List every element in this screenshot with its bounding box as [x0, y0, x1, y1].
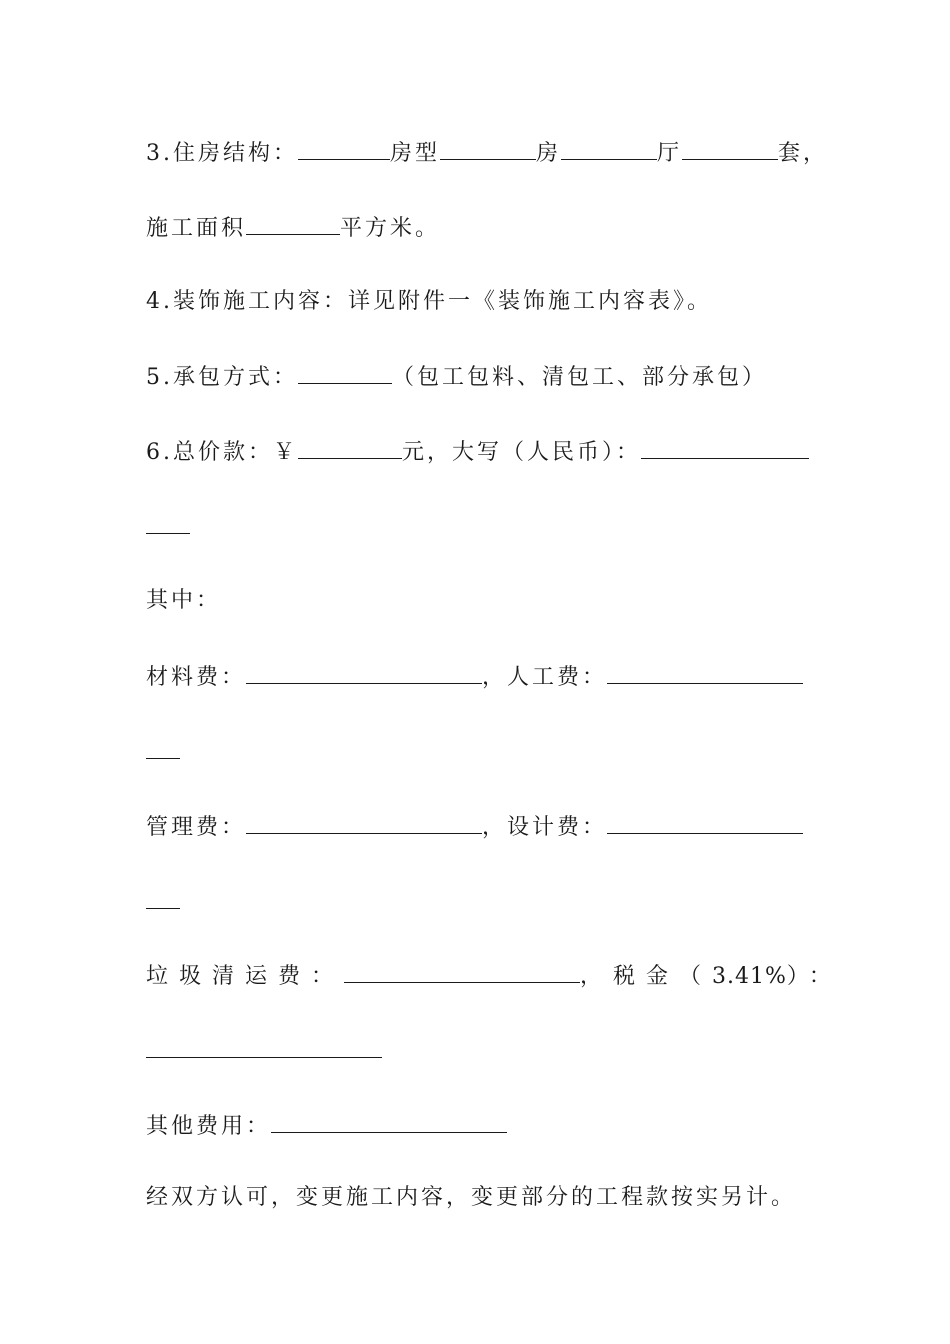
- tax-label: ，税金（: [580, 964, 713, 989]
- among-line: [146, 586, 221, 616]
- total-price-capital-blank-continued: [146, 511, 190, 534]
- construction-area-label: 施工面积: [146, 216, 247, 241]
- housing-structure-line: [146, 137, 828, 169]
- material-fee-blank: [246, 661, 482, 684]
- hall-label: 厅: [657, 141, 683, 166]
- total-price-continuation-line: [146, 511, 190, 543]
- design-fee-label: ，设计费：: [482, 815, 608, 840]
- total-price-capital-label: 元，大写（人民币）：: [402, 440, 642, 465]
- among-label: 其中：: [146, 588, 222, 613]
- construction-area-line: [146, 212, 440, 244]
- other-fees-blank: [271, 1110, 507, 1133]
- decoration-content-text: 4.装饰施工内容：详见附件一《装饰施工内容表》。: [146, 289, 712, 314]
- management-fee-label: 管理费：: [146, 815, 247, 840]
- labor-fee-blank-continued: [146, 736, 180, 759]
- room-type-label: 房型: [390, 141, 441, 166]
- labor-fee-blank: [607, 661, 803, 684]
- material-fee-label: 材料费：: [146, 665, 247, 690]
- management-design-line: [146, 811, 803, 843]
- other-fees-line: [146, 1110, 507, 1142]
- square-meter-label: 平方米。: [340, 216, 441, 241]
- tax-close-label: ）：: [786, 964, 842, 989]
- garbage-fee-label: 垃圾清运费：: [146, 964, 345, 989]
- construction-area-blank: [246, 212, 340, 235]
- unit-label: 套，: [778, 141, 829, 166]
- garbage-tax-line: [146, 960, 842, 992]
- design-fee-blank-continued: [146, 886, 180, 909]
- labor-fee-label: ，人工费：: [482, 665, 608, 690]
- unit-count-blank: [682, 137, 778, 160]
- other-fees-label: 其他费用：: [146, 1114, 272, 1139]
- design-fee-continuation-line: [146, 886, 180, 918]
- total-price-capital-blank: [641, 436, 809, 459]
- material-labor-line: [146, 661, 803, 693]
- bedroom-count-blank: [440, 137, 536, 160]
- bedroom-label: 房: [536, 141, 562, 166]
- tax-rate: 3.41%: [712, 964, 787, 989]
- contract-mode-options: （包工包料、清包工、部分承包）: [392, 365, 768, 390]
- design-fee-blank: [607, 811, 803, 834]
- change-note-line: [146, 1183, 796, 1213]
- tax-blank: [146, 1035, 382, 1058]
- housing-structure-label: 3.住房结构：: [146, 141, 298, 166]
- management-fee-blank: [246, 811, 482, 834]
- labor-fee-continuation-line: [146, 736, 180, 768]
- decoration-content-line: [146, 287, 712, 317]
- total-price-number-blank: [298, 436, 402, 459]
- tax-continuation-line: [146, 1035, 382, 1067]
- hall-count-blank: [561, 137, 657, 160]
- total-price-line: [146, 436, 809, 468]
- contract-mode-line: [146, 361, 767, 393]
- garbage-fee-blank: [344, 960, 580, 983]
- room-type-blank: [298, 137, 390, 160]
- contract-mode-blank: [298, 361, 392, 384]
- contract-mode-label: 5.承包方式：: [146, 365, 298, 390]
- change-note-text: 经双方认可，变更施工内容，变更部分的工程款按实另计。: [146, 1185, 797, 1210]
- total-price-label: 6.总价款：￥: [146, 440, 298, 465]
